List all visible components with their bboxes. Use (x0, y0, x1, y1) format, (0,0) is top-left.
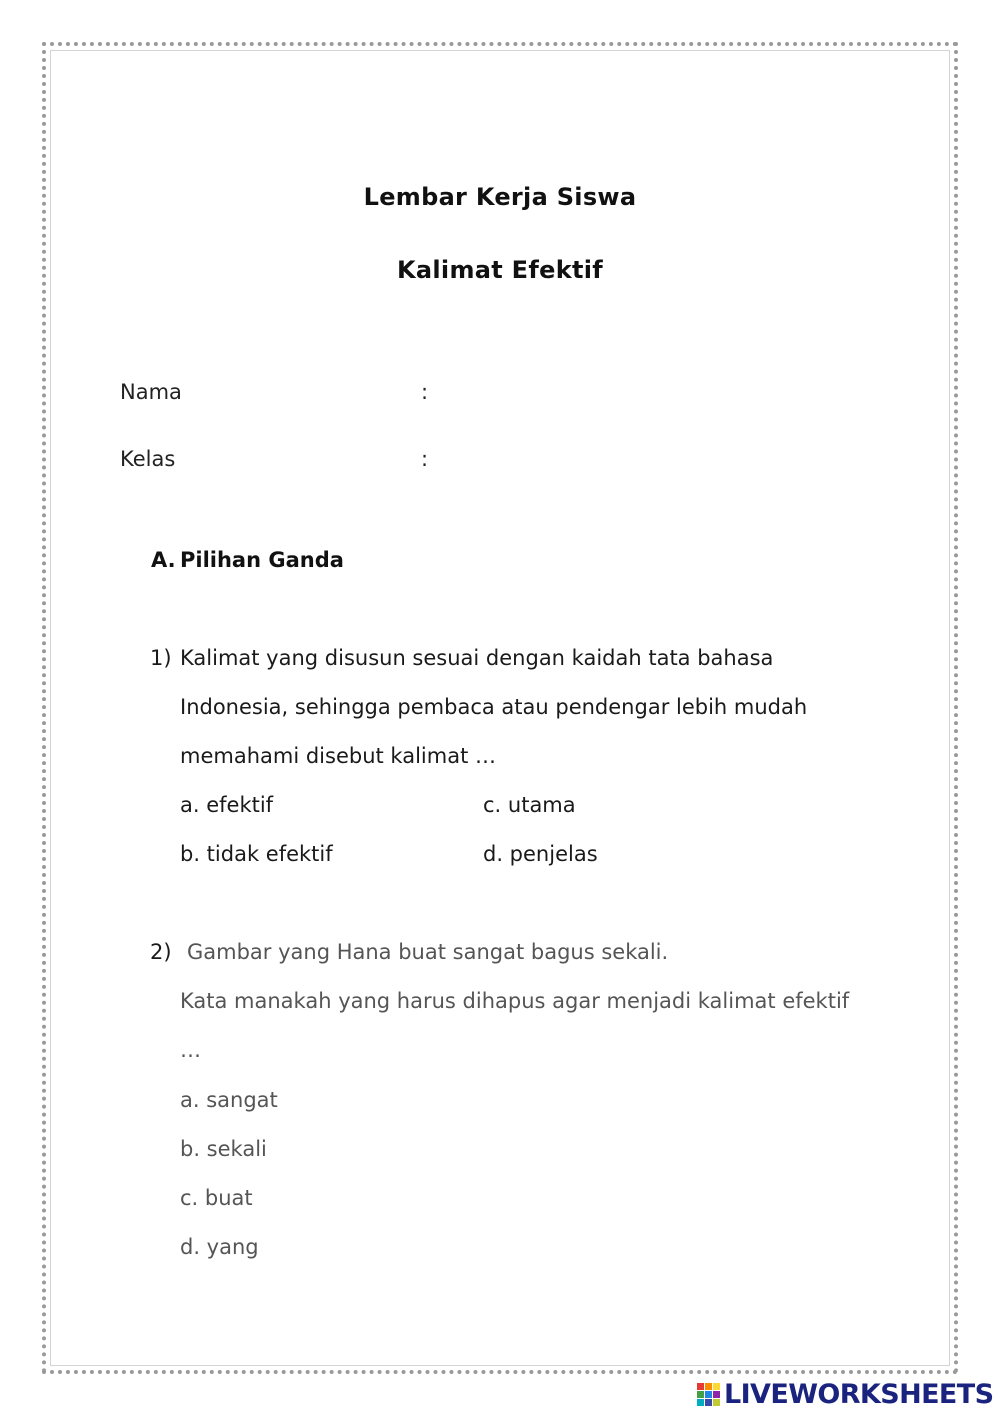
section-marker: A. (151, 548, 176, 572)
logo-blocks-icon (697, 1383, 720, 1406)
question-1-option-d[interactable]: d. penjelas (483, 842, 598, 866)
question-2-option-c[interactable]: c. buat (180, 1186, 253, 1210)
question-1-line-3: memahami disebut kalimat … (180, 744, 496, 768)
worksheet-title: Lembar Kerja Siswa (363, 183, 637, 211)
logo-text: LIVEWORKSHEETS (724, 1378, 994, 1410)
question-1-option-b[interactable]: b. tidak efektif (180, 842, 333, 866)
liveworksheets-logo[interactable] (697, 1378, 994, 1410)
question-1-option-c[interactable]: c. utama (483, 793, 576, 817)
question-1-line-2: Indonesia, sehingga pembaca atau pendengar lebih mudah (180, 695, 808, 719)
question-1-line-1: Kalimat yang disusun sesuai dengan kaidah tata bahasa (180, 646, 774, 670)
name-separator: : (421, 380, 429, 404)
question-2-option-d[interactable]: d. yang (180, 1235, 259, 1259)
question-2-option-b[interactable]: b. sekali (180, 1137, 267, 1161)
question-1-number: 1) (150, 646, 172, 670)
question-2-option-a[interactable]: a. sangat (180, 1088, 278, 1112)
class-label: Kelas (120, 447, 176, 471)
worksheet-subtitle: Kalimat Efektif (397, 256, 603, 284)
question-2-number: 2) (150, 940, 172, 964)
question-2-line-1: Gambar yang Hana buat sangat bagus sekali. (187, 940, 669, 964)
name-label: Nama (120, 380, 182, 404)
question-2-line-2: Kata manakah yang harus dihapus agar menjadi kalimat efektif (180, 989, 850, 1013)
class-separator: : (421, 447, 429, 471)
question-2-line-3: … (180, 1038, 201, 1062)
question-1-option-a[interactable]: a. efektif (180, 793, 274, 817)
section-title: Pilihan Ganda (180, 548, 344, 572)
